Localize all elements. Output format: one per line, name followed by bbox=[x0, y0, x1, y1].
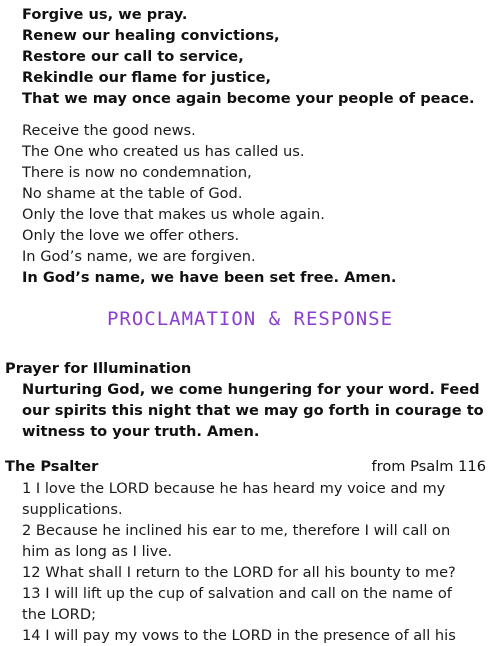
assurance-line: There is now no condemnation, bbox=[22, 164, 252, 181]
illumination-prayer bbox=[22, 379, 484, 442]
psalter-line: 14 I will pay my vows to the LORD in the presence of all his bbox=[22, 627, 456, 644]
confession-line: That we may once again become your people of peace. bbox=[22, 90, 475, 107]
assurance-line: The One who created us has called us. bbox=[22, 143, 305, 160]
assurance-line: Only the love we offer others. bbox=[22, 227, 240, 244]
psalter-line: 13 I will lift up the cup of salvation and call on the name of bbox=[22, 585, 452, 602]
assurance-line: No shame at the table of God. bbox=[22, 185, 243, 202]
confession-line: Restore our call to service, bbox=[22, 48, 244, 65]
psalter-line: supplications. bbox=[22, 501, 123, 518]
psalter-line: 12 What shall I return to the LORD for all his bounty to me? bbox=[22, 564, 456, 581]
psalter-title: The Psalter bbox=[5, 458, 99, 475]
psalter-line: the LORD; bbox=[22, 606, 96, 623]
psalter-line: him as long as I live. bbox=[22, 543, 172, 560]
illumination-line: Nurturing God, we come hungering for your word. Feed bbox=[22, 381, 480, 398]
psalter-text bbox=[22, 478, 456, 646]
confession-prayer bbox=[22, 4, 492, 109]
psalter-line: 2 Because he inclined his ear to me, therefore I will call on bbox=[22, 522, 451, 539]
assurance-line: Only the love that makes us whole again. bbox=[22, 206, 325, 223]
psalter-reference: from Psalm 116 bbox=[371, 458, 486, 475]
illumination-title: Prayer for Illumination bbox=[5, 360, 192, 377]
assurance-line: Receive the good news. bbox=[22, 122, 196, 139]
assurance-line: In God’s name, we are forgiven. bbox=[22, 248, 256, 265]
section-heading: PROCLAMATION & RESPONSE bbox=[106, 308, 394, 330]
illumination-line: our spirits this night that we may go forth in courage to bbox=[22, 402, 484, 419]
confession-line: Forgive us, we pray. bbox=[22, 6, 188, 23]
assurance-response: In God’s name, we have been set free. Amen. bbox=[22, 269, 397, 286]
confession-line: Rekindle our flame for justice, bbox=[22, 69, 272, 86]
confession-line: Renew our healing convictions, bbox=[22, 27, 280, 44]
psalter-line: 1 I love the LORD because he has heard my voice and my bbox=[22, 480, 446, 497]
assurance-of-pardon bbox=[22, 120, 492, 288]
illumination-line: witness to your truth. Amen. bbox=[22, 423, 260, 440]
